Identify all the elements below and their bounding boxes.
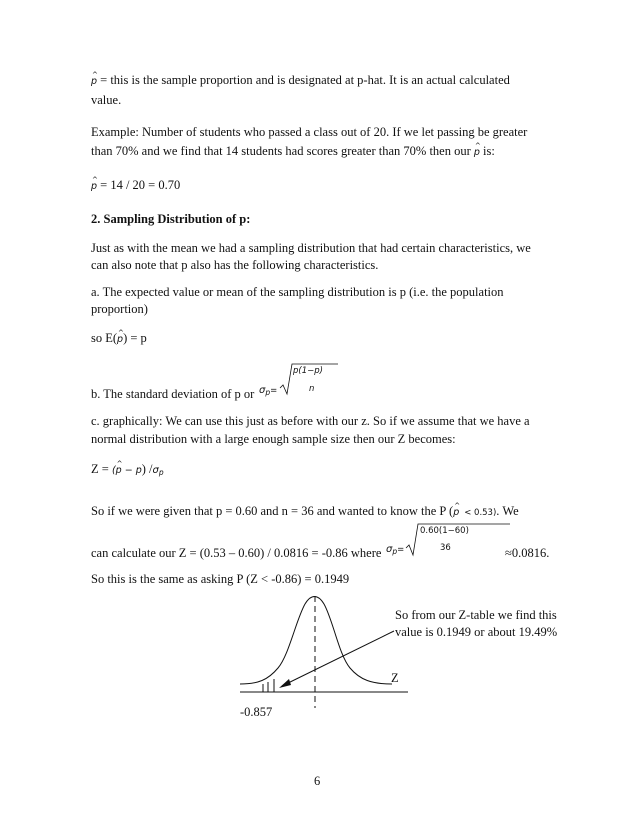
close-paren: )	[141, 462, 146, 476]
phat-symbol: ^ p	[117, 335, 123, 344]
item-c-line2: normal distribution with a large enough sample size then our Z becomes:	[91, 432, 456, 446]
given-condition: < 0.53)	[464, 508, 497, 518]
z-axis-label: Z	[391, 671, 399, 685]
item-a-line2: proportion)	[91, 302, 148, 316]
equals-sign: =	[397, 545, 405, 555]
item-a-line1: a. The expected value or mean of the sampling distribution is p (i.e. the population	[91, 285, 504, 299]
sigma-symbol: σ	[386, 544, 393, 555]
example-line2-tail: is:	[479, 144, 495, 158]
sqrt-numerator: 0.60(1−60)	[420, 526, 469, 536]
example-line2-text: than 70% and we find that 14 students had scores greater than 70% then our	[91, 144, 471, 158]
phat-symbol: ^ p	[91, 77, 97, 86]
example-line1: Example: Number of students who passed a class out of 20. If we let passing be greater	[91, 125, 528, 139]
tick-label: -0.857	[240, 705, 273, 719]
intro-line1: Just as with the mean we had a sampling distribution that had certain characteristics, we	[91, 241, 531, 255]
given-tail: . We	[496, 504, 519, 518]
same-as-line: So this is the same as asking P (Z < -0.86) = 0.1949	[91, 572, 350, 586]
given-text: So if we were given that p = 0.60 and n = 36 and wanted to know the P (	[91, 504, 454, 518]
equals-sign: =	[270, 386, 278, 396]
intro-line2: can also note that p also has the following characteristics.	[91, 258, 379, 272]
phat-definition-line2: value.	[91, 93, 122, 107]
phat-symbol: ^ p	[453, 508, 459, 517]
phat-symbol: ^ p	[116, 466, 122, 475]
pointer-arrow-line	[282, 631, 394, 686]
sqrt-denominator: 36	[440, 543, 451, 553]
open-paren: (	[111, 465, 116, 476]
page-number: 6	[314, 774, 321, 788]
item-c-line1: c. graphically: We can use this just as before with our z. So if we assume that we have a	[91, 414, 530, 428]
expected-value-prefix: so E(	[91, 331, 118, 345]
normal-curve	[240, 597, 392, 685]
sigma-subscript: p	[158, 468, 164, 477]
z-formula-prefix: Z =	[91, 462, 112, 476]
expected-value-suffix: ) = p	[123, 331, 147, 345]
annotation-line2: value is 0.1949 or about 19.49%	[395, 625, 558, 639]
phat-symbol: ^ p	[474, 148, 480, 157]
phat-calculation-text: = 14 / 20 = 0.70	[97, 178, 181, 192]
minus-sign: −	[121, 465, 136, 476]
pointer-arrowhead	[279, 679, 291, 688]
phat-symbol: ^ p	[91, 182, 97, 191]
sigma-symbol: σ	[152, 465, 159, 476]
sqrt-numerator: p(1−p)	[293, 366, 323, 376]
sigma-subscript: p	[265, 388, 271, 397]
p-symbol: p	[135, 465, 142, 476]
approx-value: ≈0.0816.	[505, 546, 550, 560]
sigma-symbol: σ	[259, 385, 266, 396]
annotation-line1: So from our Z-table we find this	[395, 608, 557, 622]
sigma-subscript: p	[392, 547, 398, 556]
calc-z-line: can calculate our Z = (0.53 – 0.60) / 0.0816 = -0.86 where	[91, 546, 382, 560]
division-slash: /	[145, 462, 153, 476]
item-b-text: b. The standard deviation of p or	[91, 387, 255, 401]
phat-definition-text: = this is the sample proportion and is designated at p-hat. It is an actual calculated	[97, 73, 510, 87]
section-heading: 2. Sampling Distribution of p:	[91, 212, 251, 226]
sqrt-denominator: n	[309, 384, 315, 394]
